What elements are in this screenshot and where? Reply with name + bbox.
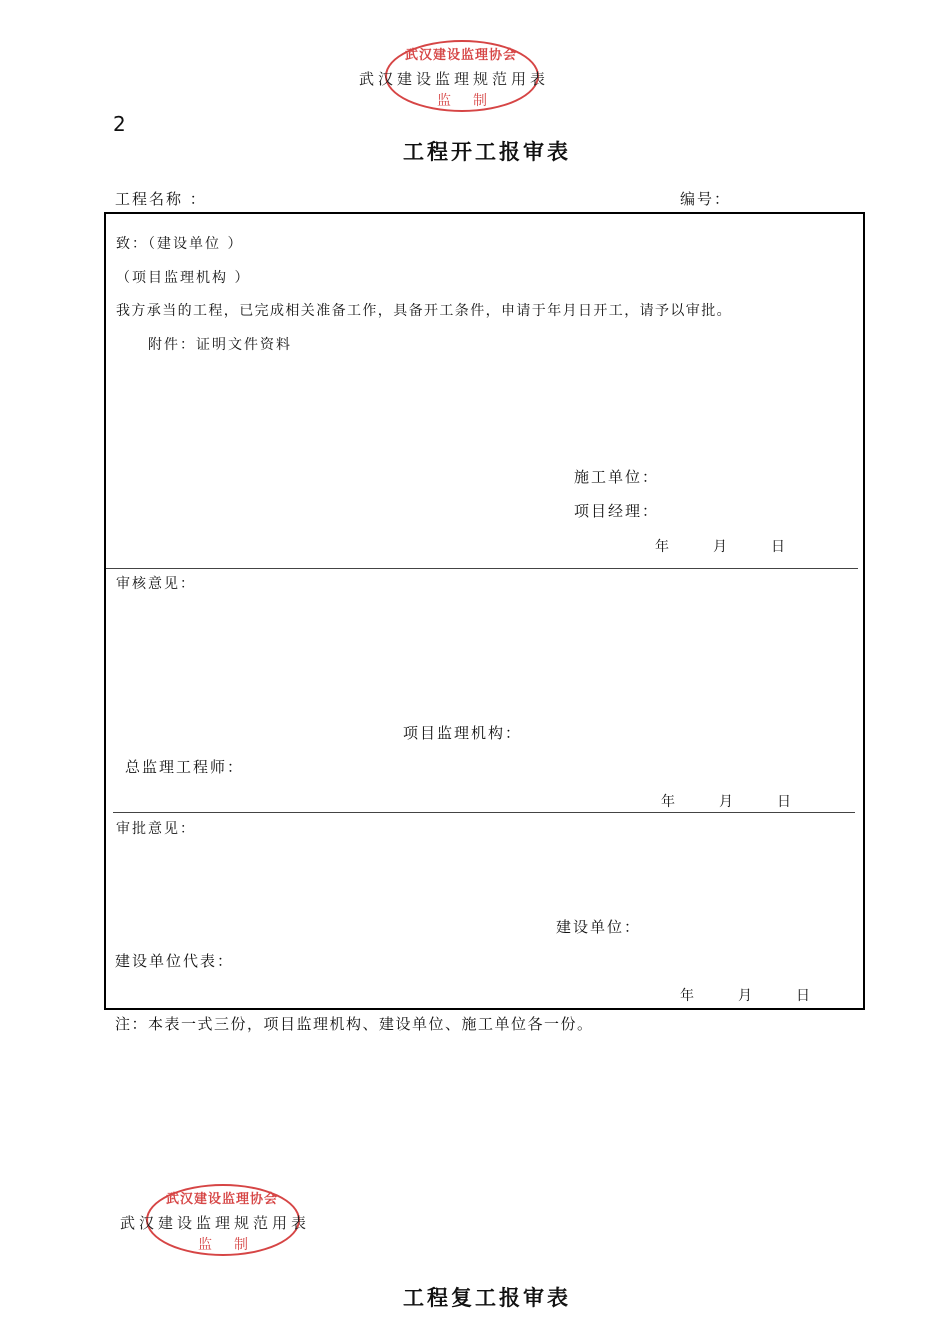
form-note: 注：本表一式三份，项目监理机构、建设单位、施工单位各一份。 (115, 1015, 594, 1033)
top-stamp (355, 38, 570, 114)
month-label: 月 (738, 988, 754, 1004)
chief-engineer-label: 总监理工程师： (125, 758, 245, 776)
number-label: 编号： (680, 190, 732, 208)
project-manager-label: 项目经理： (574, 502, 660, 520)
stamp-standard-text: 武汉建设监理规范用表 (359, 70, 550, 88)
page-number: 2 (113, 112, 126, 136)
stamp-standard-text: 武汉建设监理规范用表 (120, 1214, 311, 1232)
approval-opinion-label: 审批意见： (116, 821, 196, 837)
year-label: 年 (655, 539, 671, 555)
day-label: 日 (777, 794, 793, 810)
owner-representative-label: 建设单位代表： (115, 952, 235, 970)
stamp-org-name: 武汉建设监理协会 (405, 48, 518, 63)
day-label: 日 (796, 988, 812, 1004)
owner-unit-label: 建设单位： (556, 918, 642, 936)
date-line-3 (680, 985, 812, 1005)
stamp-supervision-text: 监制 (198, 1237, 270, 1253)
attachment-line: 附件：证明文件资料 (148, 337, 292, 353)
year-label: 年 (680, 988, 696, 1004)
date-line-2 (661, 791, 793, 811)
date-line-1 (655, 536, 787, 556)
stamp-org-name: 武汉建设监理协会 (166, 1192, 279, 1207)
form-title: 工程开工报审表 (403, 139, 571, 164)
form-table (104, 212, 865, 1010)
section-divider-2 (113, 812, 855, 813)
contractor-label: 施工单位： (574, 468, 660, 486)
section-divider-1 (106, 568, 858, 569)
stamp-supervision-text: 监制 (437, 93, 509, 109)
supervision-agency-label: 项目监理机构： (403, 724, 523, 742)
year-label: 年 (661, 794, 677, 810)
agency-line: （项目监理机构 ） (116, 270, 251, 286)
to-label: 致：（建设单位 ） (116, 236, 244, 252)
month-label: 月 (719, 794, 735, 810)
next-form-title: 工程复工报审表 (403, 1285, 571, 1310)
review-opinion-label: 审核意见： (116, 576, 196, 592)
project-name-label: 工程名称 ： (115, 190, 207, 208)
month-label: 月 (713, 539, 729, 555)
day-label: 日 (771, 539, 787, 555)
bottom-stamp (116, 1182, 331, 1258)
application-text: 我方承当的工程，已完成相关准备工作，具备开工条件，申请于年月日开工，请予以审批。 (116, 303, 732, 319)
